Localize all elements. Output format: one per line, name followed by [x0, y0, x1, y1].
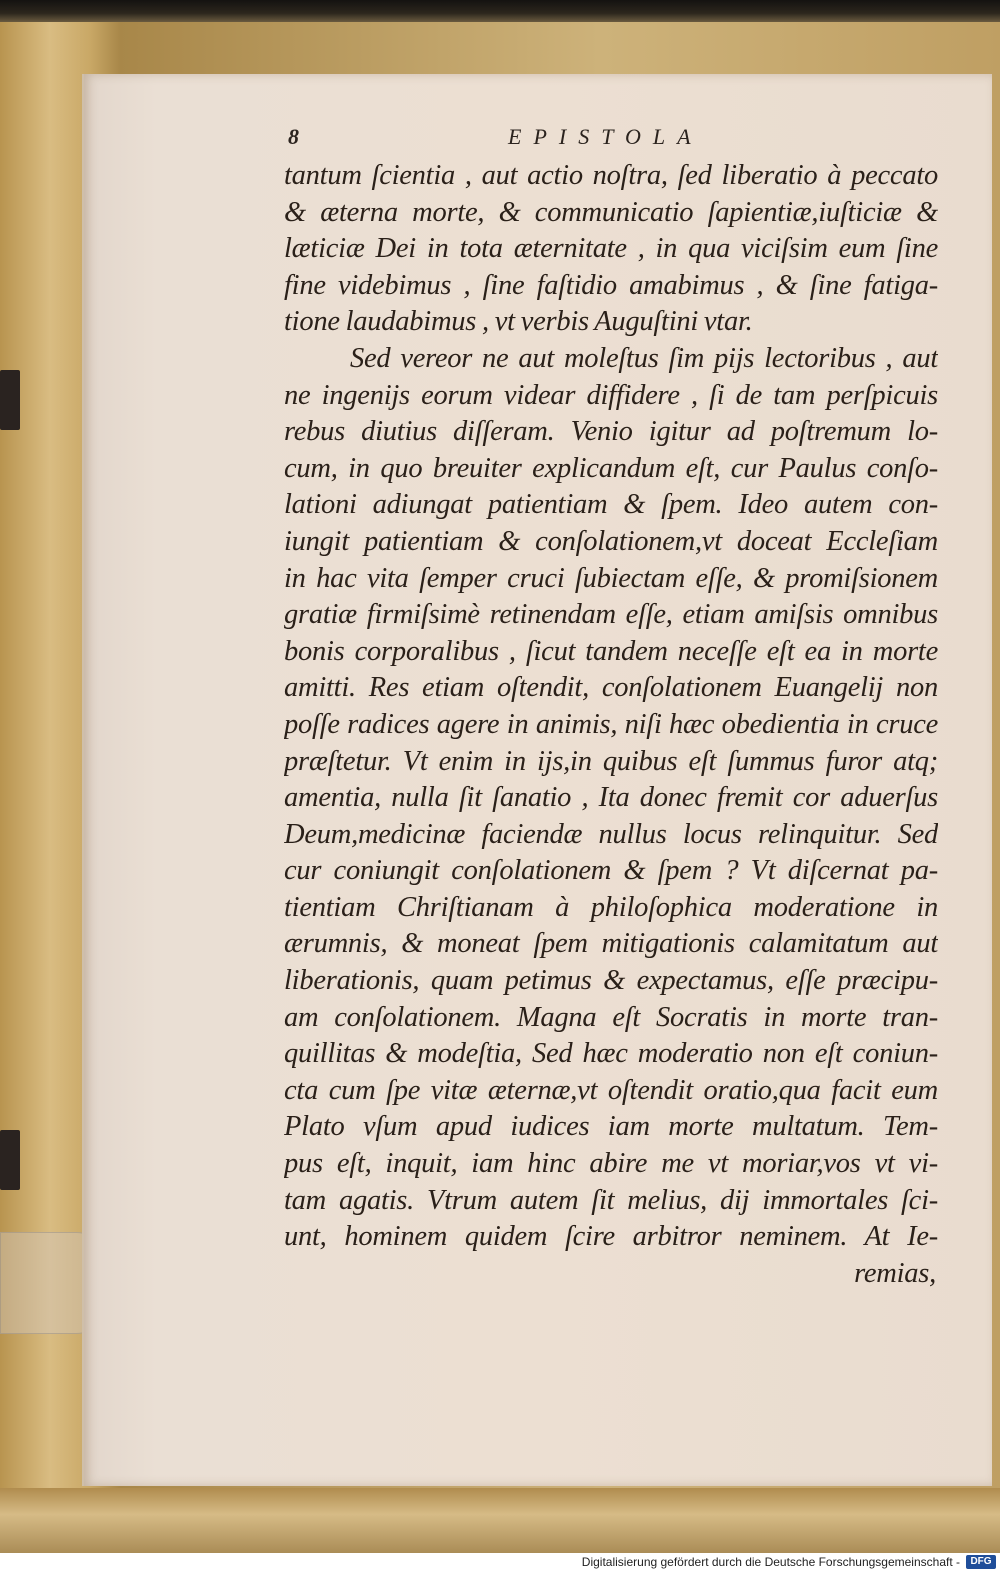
text-line: unt, hominem quidem ſcire arbitror neminem. At Ie- [284, 1221, 938, 1253]
text-line: amitti. Res etiam oſtendit, conſolationem Euangelij non [284, 672, 938, 704]
running-title: EPISTOLA [508, 124, 703, 149]
catchword: remias, [854, 1257, 936, 1289]
text-line: cta cum ſpe vitæ æternæ,vt oſtendit oratio,qua facit eum [284, 1074, 938, 1106]
text-line: quillitas & modeſtia, Sed hæc moderatio non eſt coniun- [284, 1038, 938, 1070]
text-line: & æterna morte, & communicatio ſapientiæ,iuſticiæ & [284, 196, 938, 228]
text-line: læticiæ Dei in tota æternitate , in qua viciſsim eum ſine [284, 233, 938, 265]
clasp-upper [0, 370, 20, 430]
text-line: cum, in quo breuiter explicandum eſt, cur Paulus conſo- [284, 452, 938, 484]
text-line: poſſe radices agere in animis, niſi hæc obedientia in cruce [284, 708, 938, 740]
text-line: Sed vereor ne aut moleſtus ſim pijs lectoribus , aut [350, 342, 938, 374]
text-line: am conſolationem. Magna eſt Socratis in morte tran- [284, 1001, 938, 1033]
text-line: bonis corporalibus , ſicut tandem neceſſe eſt ea in morte [284, 635, 938, 667]
text-line: Deum,medicinæ faciendæ nullus locus relinquitur. Sed [284, 818, 938, 850]
clasp-lower [0, 1130, 20, 1190]
body-text [284, 158, 938, 1292]
text-line: liberationis, quam petimus & expectamus, eſſe præcipu- [284, 965, 938, 997]
text-line: iungit patientiam & conſolationem,vt doceat Eccleſiam [284, 525, 938, 557]
text-line: tam agatis. Vtrum autem ſit melius, dij immortales ſci- [284, 1184, 938, 1216]
binding-top-edge [0, 0, 1000, 22]
text-line: fine videbimus , ſine faſtidio amabimus , & ſine fatiga- [284, 269, 938, 301]
text-line: ne ingenijs eorum videar diffidere , ſi de tam perſpicuis [284, 379, 938, 411]
text-line: lationi adiungat patientiam & ſpem. Ideo autem con- [284, 489, 938, 521]
text-line: Plato vſum apud iudices iam morte multatum. Tem- [284, 1111, 938, 1143]
page-number: 8 [288, 124, 299, 149]
text-line: in hac vita ſemper cruci ſubiectam eſſe, & promiſsionem [284, 562, 938, 594]
text-line: gratiæ firmiſsimè retinendam eſſe, etiam amiſsis omnibus [284, 599, 938, 631]
text-line: pus eſt, inquit, iam hinc abire me vt moriar,vos vt vi- [284, 1148, 938, 1180]
binding-bottom-edge [0, 1488, 1000, 1554]
page-header [288, 124, 938, 156]
text-line: tientiam Chriſtianam à philoſophica moderatione in [284, 891, 938, 923]
digitization-footer [0, 1553, 1000, 1571]
text-line: præſtetur. Vt enim in ijs,in quibus eſt ſummus furor atq; [284, 745, 938, 777]
funding-credit: Digitalisierung gefördert durch die Deutsche Forschungsgemeinschaft - [581, 1555, 960, 1569]
text-line: ærumnis, & moneat ſpem mitigationis calamitatum aut [284, 928, 938, 960]
text-line: tione laudabimus , vt verbis Auguſtini vtar. [284, 306, 753, 338]
text-line: tantum ſcientia , aut actio noſtra, ſed liberatio à peccato [284, 160, 938, 191]
text-line: amentia, nulla ſit ſanatio , Ita donec fremit cor aduerſus [284, 782, 938, 814]
dfg-logo: DFG [966, 1555, 996, 1569]
text-line: rebus diutius diſſeram. Venio igitur ad poſtremum lo- [284, 416, 938, 448]
text-line: cur coniungit conſolationem & ſpem ? Vt diſcernat pa- [284, 855, 938, 887]
